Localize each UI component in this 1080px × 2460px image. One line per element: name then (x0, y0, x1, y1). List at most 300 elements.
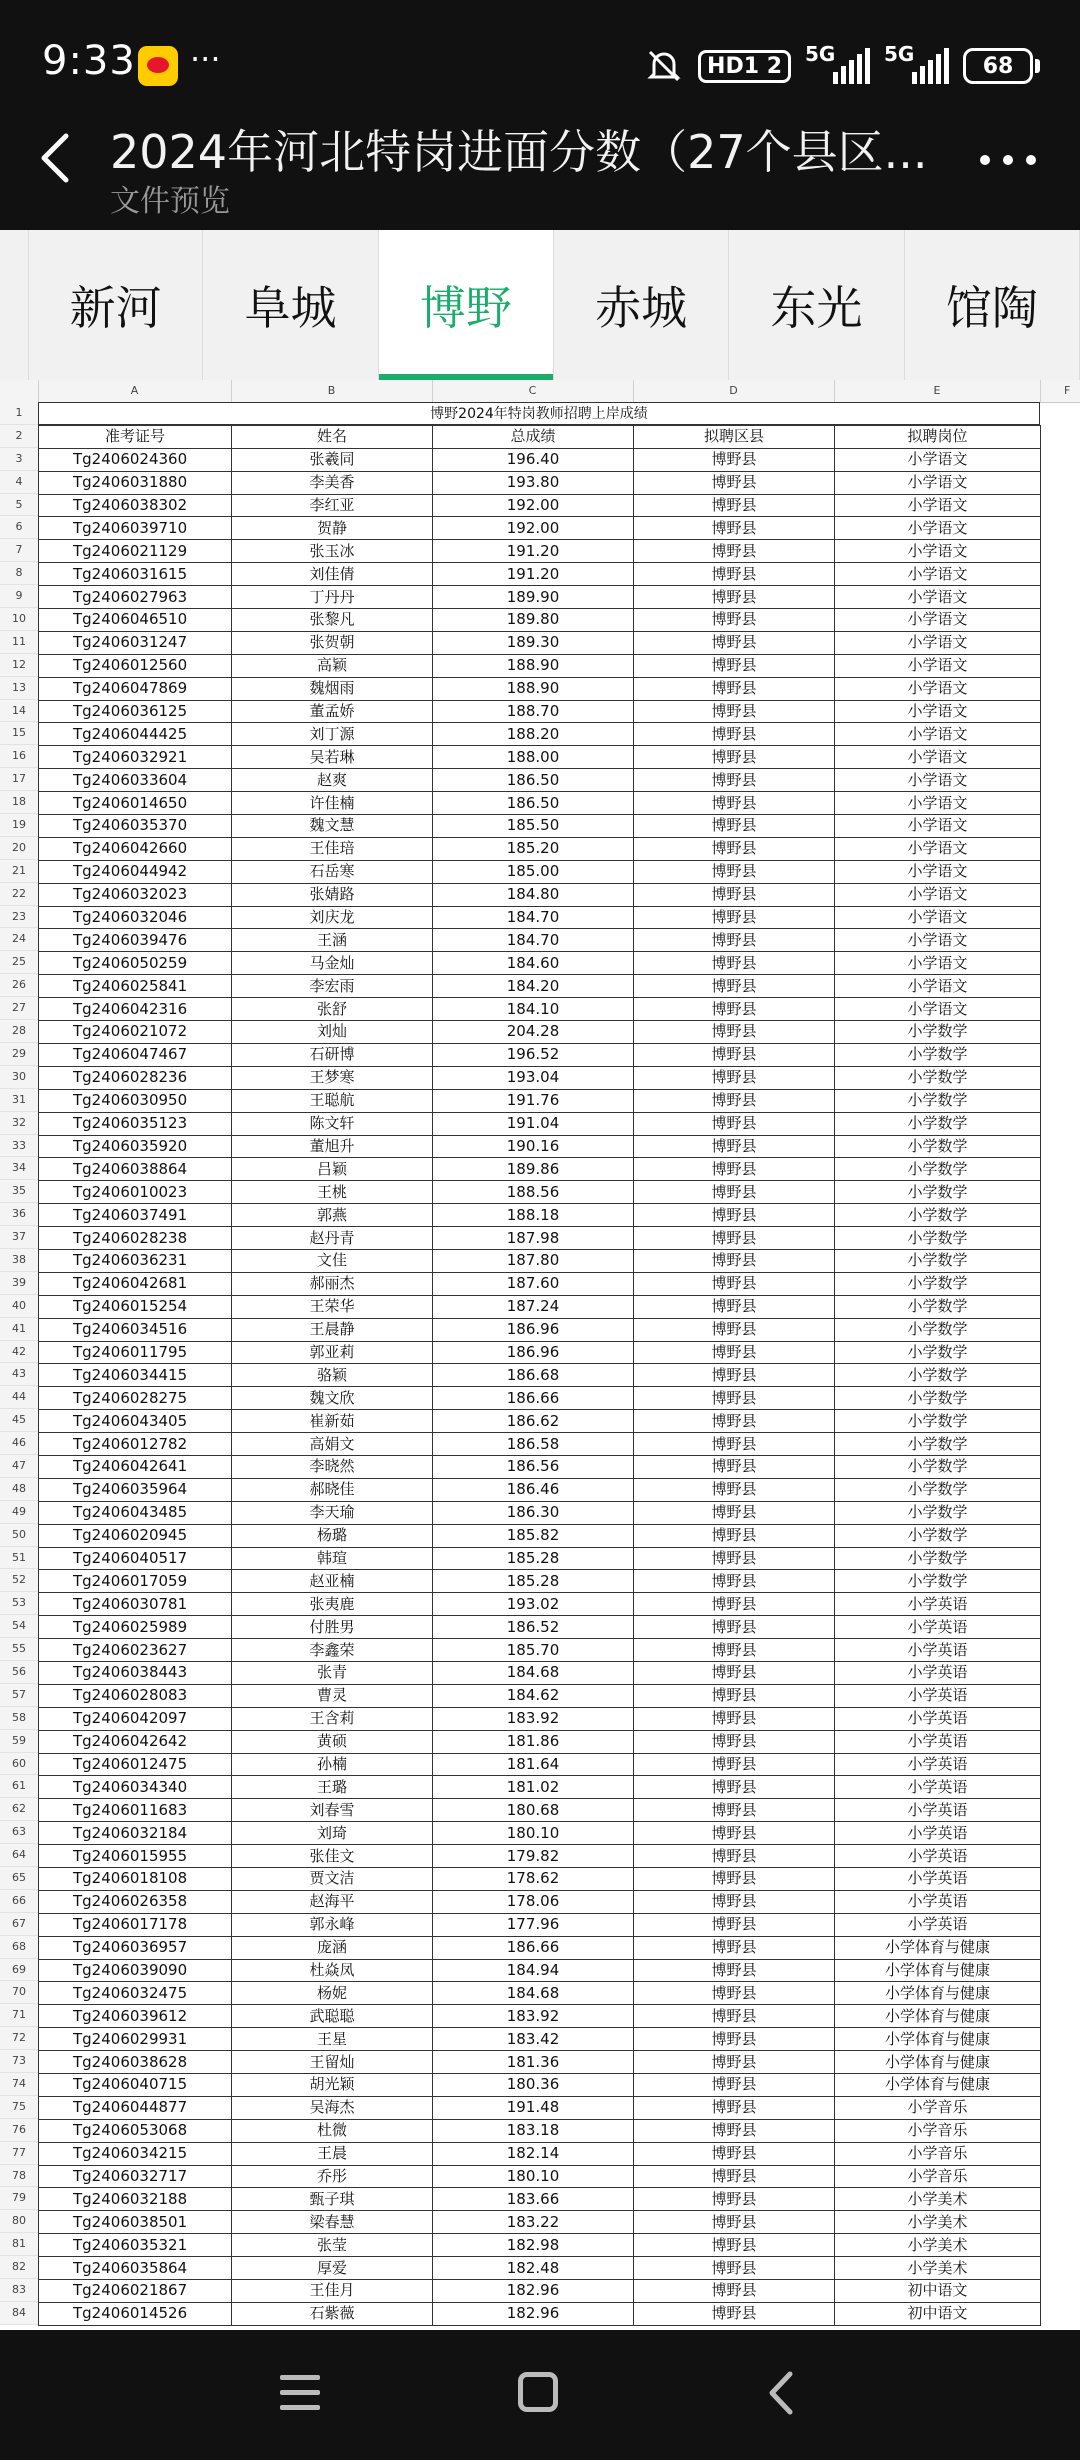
cell-exam-id[interactable]: Tg2406039612 (39, 2005, 232, 2028)
table-row[interactable] (39, 1570, 1041, 1593)
cell-name[interactable]: 贾文洁 (232, 1868, 433, 1891)
table-row[interactable] (39, 1616, 1041, 1639)
table-row[interactable] (39, 517, 1041, 540)
cell-score[interactable]: 187.60 (433, 1272, 634, 1295)
cell-county[interactable]: 博野县 (634, 1410, 835, 1433)
table-row[interactable] (39, 2188, 1041, 2211)
cell-score[interactable]: 178.62 (433, 1868, 634, 1891)
cell-score[interactable]: 178.06 (433, 1890, 634, 1913)
cell-name[interactable]: 崔新茹 (232, 1410, 433, 1433)
cell-exam-id[interactable]: Tg2406044942 (39, 860, 232, 883)
column-header-c[interactable]: C (432, 380, 634, 402)
cell-score[interactable]: 181.86 (433, 1730, 634, 1753)
table-row[interactable] (39, 1890, 1041, 1913)
row-number[interactable]: 3 (0, 448, 38, 471)
cell-position[interactable]: 小学数学 (835, 1547, 1041, 1570)
row-number[interactable]: 22 (0, 883, 38, 906)
cell-name[interactable]: 王星 (232, 2028, 433, 2051)
row-number[interactable]: 36 (0, 1203, 38, 1226)
table-row[interactable] (39, 448, 1041, 471)
cell-county[interactable]: 博野县 (634, 1776, 835, 1799)
cell-score[interactable]: 184.68 (433, 1982, 634, 2005)
table-row[interactable] (39, 1387, 1041, 1410)
table-row[interactable] (39, 1318, 1041, 1341)
cell-exam-id[interactable]: Tg2406018108 (39, 1868, 232, 1891)
table-row[interactable] (39, 1753, 1041, 1776)
cell-exam-id[interactable]: Tg2406020945 (39, 1524, 232, 1547)
cell-position[interactable]: 小学语文 (835, 952, 1041, 975)
cell-exam-id[interactable]: Tg2406036231 (39, 1249, 232, 1272)
home-button[interactable] (518, 2372, 558, 2412)
cell-position[interactable]: 小学美术 (835, 2234, 1041, 2257)
row-number[interactable]: 42 (0, 1341, 38, 1364)
row-number[interactable]: 19 (0, 814, 38, 837)
cell-name[interactable]: 石研博 (232, 1043, 433, 1066)
cell-position[interactable]: 小学体育与健康 (835, 1936, 1041, 1959)
cell-position[interactable]: 小学数学 (835, 1501, 1041, 1524)
cell-position[interactable]: 小学语文 (835, 609, 1041, 632)
row-number[interactable]: 44 (0, 1386, 38, 1409)
cell-exam-id[interactable]: Tg2406032717 (39, 2165, 232, 2188)
table-row[interactable] (39, 1204, 1041, 1227)
cell-exam-id[interactable]: Tg2406032475 (39, 1982, 232, 2005)
cell-name[interactable]: 王荣华 (232, 1295, 433, 1318)
cell-score[interactable]: 183.42 (433, 2028, 634, 2051)
cell-name[interactable]: 高娟文 (232, 1433, 433, 1456)
cell-exam-id[interactable]: Tg2406042316 (39, 998, 232, 1021)
cell-exam-id[interactable]: Tg2406027963 (39, 586, 232, 609)
table-row[interactable] (39, 2074, 1041, 2097)
table-row[interactable] (39, 2257, 1041, 2280)
table-row[interactable] (39, 746, 1041, 769)
cell-position[interactable]: 小学音乐 (835, 2096, 1041, 2119)
cell-score[interactable]: 196.52 (433, 1043, 634, 1066)
cell-name[interactable]: 魏烟雨 (232, 677, 433, 700)
cell-county[interactable]: 博野县 (634, 654, 835, 677)
cell-position[interactable]: 小学美术 (835, 2257, 1041, 2280)
cell-name[interactable]: 杨璐 (232, 1524, 433, 1547)
row-number[interactable]: 66 (0, 1890, 38, 1913)
cell-position[interactable]: 小学数学 (835, 1181, 1041, 1204)
table-row[interactable] (39, 1639, 1041, 1662)
column-header-b[interactable]: B (231, 380, 433, 402)
cell-position[interactable]: 小学语文 (835, 494, 1041, 517)
cell-exam-id[interactable]: Tg2406031880 (39, 471, 232, 494)
cell-exam-id[interactable]: Tg2406028236 (39, 1066, 232, 1089)
cell-name[interactable]: 张佳文 (232, 1845, 433, 1868)
row-number[interactable]: 20 (0, 837, 38, 860)
cell-county[interactable]: 博野县 (634, 929, 835, 952)
cell-exam-id[interactable]: Tg2406029931 (39, 2028, 232, 2051)
cell-county[interactable]: 博野县 (634, 906, 835, 929)
cell-exam-id[interactable]: Tg2406035964 (39, 1478, 232, 1501)
cell-position[interactable]: 小学数学 (835, 1158, 1041, 1181)
cell-county[interactable]: 博野县 (634, 975, 835, 998)
cell-county[interactable]: 博野县 (634, 1021, 835, 1044)
table-row[interactable] (39, 700, 1041, 723)
cell-position[interactable]: 小学语文 (835, 746, 1041, 769)
cell-position[interactable]: 小学英语 (835, 1868, 1041, 1891)
table-row[interactable] (39, 1845, 1041, 1868)
row-number[interactable]: 16 (0, 745, 38, 768)
tab-fucheng[interactable]: 阜城 (203, 230, 378, 380)
table-row[interactable] (39, 815, 1041, 838)
row-number[interactable]: 82 (0, 2256, 38, 2279)
cell-position[interactable]: 小学数学 (835, 1249, 1041, 1272)
cell-score[interactable]: 189.86 (433, 1158, 634, 1181)
cell-exam-id[interactable]: Tg2406032046 (39, 906, 232, 929)
cell-exam-id[interactable]: Tg2406023627 (39, 1639, 232, 1662)
cell-county[interactable]: 博野县 (634, 1204, 835, 1227)
cell-position[interactable]: 小学美术 (835, 2211, 1041, 2234)
table-row[interactable] (39, 1455, 1041, 1478)
table-row[interactable] (39, 1478, 1041, 1501)
cell-score[interactable]: 192.00 (433, 517, 634, 540)
cell-exam-id[interactable]: Tg2406032023 (39, 883, 232, 906)
cell-position[interactable]: 小学数学 (835, 1410, 1041, 1433)
row-number[interactable]: 68 (0, 1936, 38, 1959)
table-row[interactable] (39, 1959, 1041, 1982)
table-row[interactable] (39, 837, 1041, 860)
cell-position[interactable]: 小学语文 (835, 792, 1041, 815)
cell-name[interactable]: 石岳寒 (232, 860, 433, 883)
cell-exam-id[interactable]: Tg2406035920 (39, 1135, 232, 1158)
cell-score[interactable]: 191.20 (433, 563, 634, 586)
table-row[interactable] (39, 1364, 1041, 1387)
cell-score[interactable]: 186.66 (433, 1936, 634, 1959)
cell-exam-id[interactable]: Tg2406031247 (39, 631, 232, 654)
cell-score[interactable]: 183.92 (433, 1707, 634, 1730)
row-number[interactable]: 41 (0, 1318, 38, 1341)
cell-position[interactable]: 小学语文 (835, 815, 1041, 838)
cell-name[interactable]: 董旭升 (232, 1135, 433, 1158)
table-row[interactable] (39, 1799, 1041, 1822)
cell-exam-id[interactable]: Tg2406021129 (39, 540, 232, 563)
cell-score[interactable]: 189.90 (433, 586, 634, 609)
cell-name[interactable]: 王梦寒 (232, 1066, 433, 1089)
row-number[interactable]: 39 (0, 1272, 38, 1295)
cell-exam-id[interactable]: Tg2406038864 (39, 1158, 232, 1181)
cell-name[interactable]: 张玉冰 (232, 540, 433, 563)
row-number[interactable]: 35 (0, 1180, 38, 1203)
cell-county[interactable]: 博野县 (634, 1570, 835, 1593)
cell-county[interactable]: 博野县 (634, 1249, 835, 1272)
cell-position[interactable]: 小学数学 (835, 1364, 1041, 1387)
cell-position[interactable]: 小学语文 (835, 723, 1041, 746)
cell-exam-id[interactable]: Tg2406012475 (39, 1753, 232, 1776)
cell-exam-id[interactable]: Tg2406040517 (39, 1547, 232, 1570)
cell-exam-id[interactable]: Tg2406037491 (39, 1204, 232, 1227)
row-number[interactable]: 28 (0, 1020, 38, 1043)
cell-exam-id[interactable]: Tg2406024360 (39, 448, 232, 471)
cell-exam-id[interactable]: Tg2406032188 (39, 2188, 232, 2211)
cell-score[interactable]: 184.94 (433, 1959, 634, 1982)
cell-name[interactable]: 王佳琣 (232, 837, 433, 860)
cell-position[interactable]: 小学数学 (835, 1204, 1041, 1227)
cell-name[interactable]: 甄子琪 (232, 2188, 433, 2211)
cell-county[interactable]: 博野县 (634, 1066, 835, 1089)
cell-name[interactable]: 刘佳倩 (232, 563, 433, 586)
table-row[interactable] (39, 906, 1041, 929)
cell-position[interactable]: 小学数学 (835, 1455, 1041, 1478)
cell-exam-id[interactable]: Tg2406030781 (39, 1593, 232, 1616)
table-row[interactable] (39, 1227, 1041, 1250)
row-number[interactable]: 70 (0, 1981, 38, 2004)
row-number[interactable]: 51 (0, 1547, 38, 1570)
cell-exam-id[interactable]: Tg2406047467 (39, 1043, 232, 1066)
cell-score[interactable]: 180.10 (433, 1822, 634, 1845)
cell-score[interactable]: 186.56 (433, 1455, 634, 1478)
row-number[interactable]: 59 (0, 1730, 38, 1753)
row-number[interactable]: 77 (0, 2142, 38, 2165)
cell-position[interactable]: 小学数学 (835, 1043, 1041, 1066)
cell-position[interactable]: 小学数学 (835, 1524, 1041, 1547)
cell-name[interactable]: 石紫薇 (232, 2302, 433, 2325)
cell-county[interactable]: 博野县 (634, 1982, 835, 2005)
cell-county[interactable]: 博野县 (634, 1135, 835, 1158)
cell-exam-id[interactable]: Tg2406042641 (39, 1455, 232, 1478)
cell-county[interactable]: 博野县 (634, 540, 835, 563)
cell-county[interactable]: 博野县 (634, 792, 835, 815)
cell-name[interactable]: 胡光颖 (232, 2074, 433, 2097)
cell-position[interactable]: 小学英语 (835, 1593, 1041, 1616)
cell-name[interactable]: 杜焱凤 (232, 1959, 433, 1982)
cell-score[interactable]: 204.28 (433, 1021, 634, 1044)
cell-position[interactable]: 小学语文 (835, 631, 1041, 654)
cell-position[interactable]: 小学美术 (835, 2188, 1041, 2211)
cell-position[interactable]: 小学英语 (835, 1639, 1041, 1662)
cell-name[interactable]: 魏文慧 (232, 815, 433, 838)
table-row[interactable] (39, 2302, 1041, 2325)
header-name[interactable]: 姓名 (232, 425, 433, 448)
cell-score[interactable]: 193.80 (433, 471, 634, 494)
cell-score[interactable]: 184.68 (433, 1661, 634, 1684)
cell-position[interactable]: 小学语文 (835, 563, 1041, 586)
cell-position[interactable]: 小学英语 (835, 1776, 1041, 1799)
table-row[interactable] (39, 540, 1041, 563)
cell-name[interactable]: 刘琦 (232, 1822, 433, 1845)
cell-exam-id[interactable]: Tg2406017178 (39, 1913, 232, 1936)
cell-exam-id[interactable]: Tg2406034415 (39, 1364, 232, 1387)
table-row[interactable] (39, 1295, 1041, 1318)
cell-county[interactable]: 博野县 (634, 448, 835, 471)
table-row[interactable] (39, 2234, 1041, 2257)
row-number[interactable]: 33 (0, 1135, 38, 1158)
cell-score[interactable]: 185.28 (433, 1570, 634, 1593)
cell-name[interactable]: 郝丽杰 (232, 1272, 433, 1295)
row-number[interactable]: 12 (0, 654, 38, 677)
cell-name[interactable]: 骆颖 (232, 1364, 433, 1387)
cell-county[interactable]: 博野县 (634, 2257, 835, 2280)
cell-county[interactable]: 博野县 (634, 1112, 835, 1135)
row-number[interactable]: 14 (0, 700, 38, 723)
cell-name[interactable]: 张贺朝 (232, 631, 433, 654)
recent-apps-button[interactable] (280, 2375, 320, 2411)
row-number[interactable]: 64 (0, 1844, 38, 1867)
cell-score[interactable]: 186.66 (433, 1387, 634, 1410)
cell-position[interactable]: 小学体育与健康 (835, 2051, 1041, 2074)
column-header-d[interactable]: D (633, 380, 835, 402)
cell-score[interactable]: 180.36 (433, 2074, 634, 2097)
table-row[interactable] (39, 792, 1041, 815)
cell-score[interactable]: 186.30 (433, 1501, 634, 1524)
table-row[interactable] (39, 769, 1041, 792)
cell-exam-id[interactable]: Tg2406021867 (39, 2280, 232, 2303)
system-back-button[interactable] (762, 2370, 802, 2416)
cell-name[interactable]: 李宏雨 (232, 975, 433, 998)
row-number[interactable]: 10 (0, 608, 38, 631)
cell-score[interactable]: 191.76 (433, 1089, 634, 1112)
cell-name[interactable]: 王含莉 (232, 1707, 433, 1730)
cell-exam-id[interactable]: Tg2406032184 (39, 1822, 232, 1845)
cell-score[interactable]: 185.00 (433, 860, 634, 883)
cell-exam-id[interactable]: Tg2406042660 (39, 837, 232, 860)
cell-position[interactable]: 小学数学 (835, 1135, 1041, 1158)
cell-name[interactable]: 刘灿 (232, 1021, 433, 1044)
cell-county[interactable]: 博野县 (634, 1753, 835, 1776)
cell-name[interactable]: 李美香 (232, 471, 433, 494)
row-number[interactable]: 23 (0, 906, 38, 929)
cell-position[interactable]: 小学语文 (835, 540, 1041, 563)
table-row[interactable] (39, 1707, 1041, 1730)
table-row[interactable] (39, 2142, 1041, 2165)
cell-county[interactable]: 博野县 (634, 1295, 835, 1318)
table-row[interactable] (39, 1272, 1041, 1295)
cell-position[interactable]: 小学体育与健康 (835, 2005, 1041, 2028)
cell-score[interactable]: 188.00 (433, 746, 634, 769)
table-row[interactable] (39, 1547, 1041, 1570)
cell-score[interactable]: 187.98 (433, 1227, 634, 1250)
cell-position[interactable]: 小学数学 (835, 1021, 1041, 1044)
table-row[interactable] (39, 1913, 1041, 1936)
cell-name[interactable]: 郭燕 (232, 1204, 433, 1227)
cell-county[interactable]: 博野县 (634, 1455, 835, 1478)
cell-county[interactable]: 博野县 (634, 517, 835, 540)
cell-county[interactable]: 博野县 (634, 1272, 835, 1295)
table-row[interactable] (39, 952, 1041, 975)
cell-exam-id[interactable]: Tg2406032921 (39, 746, 232, 769)
cell-exam-id[interactable]: Tg2406015254 (39, 1295, 232, 1318)
cell-county[interactable]: 博野县 (634, 2051, 835, 2074)
cell-position[interactable]: 小学音乐 (835, 2165, 1041, 2188)
row-number[interactable]: 11 (0, 631, 38, 654)
cell-county[interactable]: 博野县 (634, 609, 835, 632)
sheet-banner-title[interactable]: 博野2024年特岗教师招聘上岸成绩 (38, 402, 1040, 425)
row-number[interactable]: 49 (0, 1501, 38, 1524)
cell-county[interactable]: 博野县 (634, 1822, 835, 1845)
cell-position[interactable]: 小学语文 (835, 677, 1041, 700)
cell-position[interactable]: 小学英语 (835, 1822, 1041, 1845)
cell-county[interactable]: 博野县 (634, 837, 835, 860)
cell-exam-id[interactable]: Tg2406043485 (39, 1501, 232, 1524)
row-number[interactable]: 72 (0, 2027, 38, 2050)
cell-name[interactable]: 张黎凡 (232, 609, 433, 632)
cell-county[interactable]: 博野县 (634, 1959, 835, 1982)
header-position[interactable]: 拟聘岗位 (835, 425, 1041, 448)
cell-exam-id[interactable]: Tg2406034516 (39, 1318, 232, 1341)
table-row[interactable] (39, 883, 1041, 906)
row-number[interactable]: 31 (0, 1089, 38, 1112)
cell-name[interactable]: 王桃 (232, 1181, 433, 1204)
cell-exam-id[interactable]: Tg2406036125 (39, 700, 232, 723)
table-row[interactable] (39, 677, 1041, 700)
row-number[interactable]: 56 (0, 1661, 38, 1684)
table-row[interactable] (39, 471, 1041, 494)
row-number[interactable]: 34 (0, 1157, 38, 1180)
spreadsheet-view[interactable] (0, 380, 1080, 2330)
cell-name[interactable]: 王涵 (232, 929, 433, 952)
table-row[interactable] (39, 586, 1041, 609)
row-number[interactable]: 45 (0, 1409, 38, 1432)
cell-name[interactable]: 李天瑜 (232, 1501, 433, 1524)
cell-exam-id[interactable]: Tg2406035123 (39, 1112, 232, 1135)
cell-county[interactable]: 博野县 (634, 1501, 835, 1524)
cell-county[interactable]: 博野县 (634, 2028, 835, 2051)
cell-name[interactable]: 刘庆龙 (232, 906, 433, 929)
cell-exam-id[interactable]: Tg2406028238 (39, 1227, 232, 1250)
cell-position[interactable]: 小学音乐 (835, 2119, 1041, 2142)
cell-exam-id[interactable]: Tg2406031615 (39, 563, 232, 586)
cell-score[interactable]: 182.48 (433, 2257, 634, 2280)
row-number[interactable]: 27 (0, 997, 38, 1020)
cell-name[interactable]: 郭永峰 (232, 1913, 433, 1936)
cell-position[interactable]: 小学语文 (835, 906, 1041, 929)
cell-name[interactable]: 武聪聪 (232, 2005, 433, 2028)
table-row[interactable] (39, 631, 1041, 654)
cell-county[interactable]: 博野县 (634, 1845, 835, 1868)
cell-name[interactable]: 王聪航 (232, 1089, 433, 1112)
table-row[interactable] (39, 654, 1041, 677)
cell-position[interactable]: 初中语文 (835, 2280, 1041, 2303)
cell-name[interactable]: 刘春雪 (232, 1799, 433, 1822)
cell-name[interactable]: 张青 (232, 1661, 433, 1684)
row-number[interactable]: 21 (0, 860, 38, 883)
cell-name[interactable]: 赵亚楠 (232, 1570, 433, 1593)
cell-name[interactable]: 董孟娇 (232, 700, 433, 723)
cell-score[interactable]: 184.60 (433, 952, 634, 975)
cell-name[interactable]: 吕颖 (232, 1158, 433, 1181)
row-number[interactable]: 5 (0, 494, 38, 517)
table-row[interactable] (39, 2028, 1041, 2051)
cell-score[interactable]: 186.52 (433, 1616, 634, 1639)
row-number[interactable]: 74 (0, 2073, 38, 2096)
row-number[interactable]: 32 (0, 1112, 38, 1135)
cell-name[interactable]: 吴若琳 (232, 746, 433, 769)
cell-score[interactable]: 190.16 (433, 1135, 634, 1158)
cell-position[interactable]: 小学数学 (835, 1295, 1041, 1318)
row-number[interactable]: 7 (0, 539, 38, 562)
cell-county[interactable]: 博野县 (634, 998, 835, 1021)
cell-position[interactable]: 小学语文 (835, 883, 1041, 906)
cell-county[interactable]: 博野县 (634, 1639, 835, 1662)
header-exam-id[interactable]: 准考证号 (39, 425, 232, 448)
table-row[interactable] (39, 2005, 1041, 2028)
cell-position[interactable]: 小学数学 (835, 1433, 1041, 1456)
row-number[interactable]: 63 (0, 1821, 38, 1844)
cell-exam-id[interactable]: Tg2406042097 (39, 1707, 232, 1730)
row-number[interactable]: 29 (0, 1043, 38, 1066)
cell-county[interactable]: 博野县 (634, 723, 835, 746)
header-total-score[interactable]: 总成绩 (433, 425, 634, 448)
cell-position[interactable]: 小学数学 (835, 1227, 1041, 1250)
cell-exam-id[interactable]: Tg2406011795 (39, 1341, 232, 1364)
cell-name[interactable]: 李鑫荣 (232, 1639, 433, 1662)
cell-county[interactable]: 博野县 (634, 769, 835, 792)
row-number[interactable]: 25 (0, 951, 38, 974)
tab-boye[interactable]: 博野 (379, 230, 554, 380)
cell-county[interactable]: 博野县 (634, 1707, 835, 1730)
cell-position[interactable]: 小学语文 (835, 654, 1041, 677)
